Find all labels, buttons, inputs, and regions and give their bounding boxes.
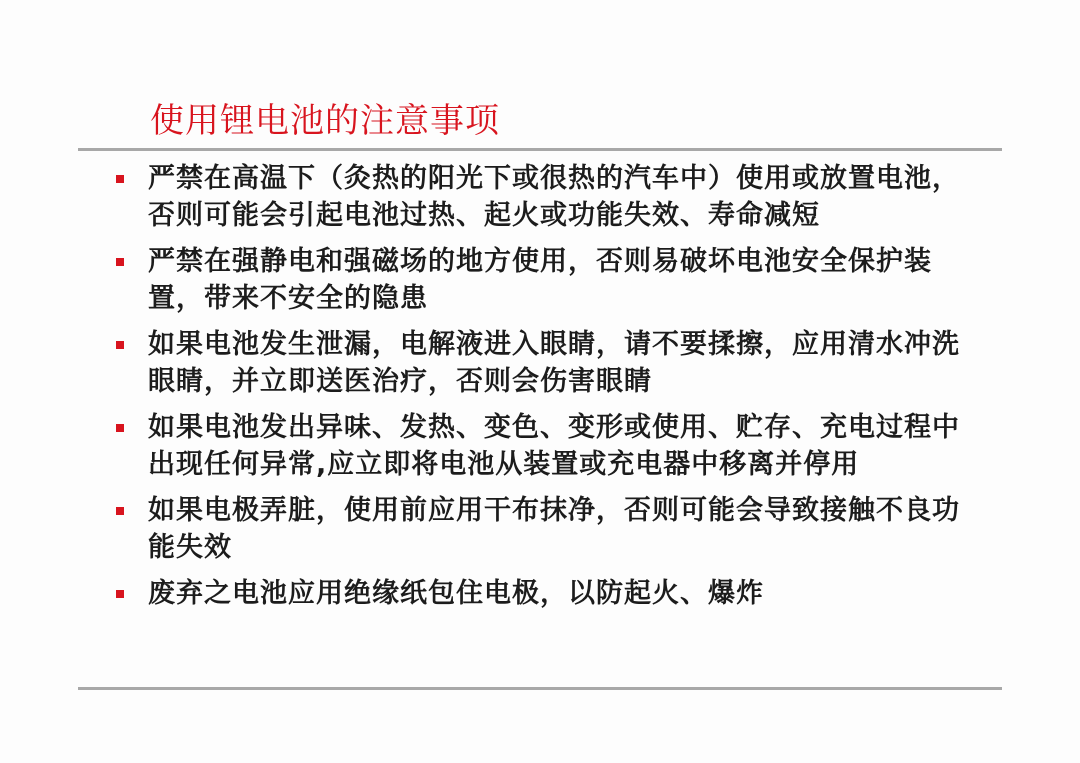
footer-divider xyxy=(78,687,1002,690)
bullet-square-icon xyxy=(116,590,124,598)
bullet-item xyxy=(110,160,970,234)
bullet-text: 如果电极弄脏，使用前应用干布抹净，否则可能会导致接触不良功能失效 xyxy=(148,495,960,563)
bullet-square-icon xyxy=(116,258,124,266)
bullet-item xyxy=(110,575,970,612)
bullet-text: 严禁在高温下（灸热的阳光下或很热的汽车中）使用或放置电池，否则可能会引起电池过热、起火或功能失效、寿命减短 xyxy=(148,163,960,231)
bullet-item xyxy=(110,243,970,317)
bullet-square-icon xyxy=(116,507,124,515)
bullet-square-icon xyxy=(116,424,124,432)
bullet-square-icon xyxy=(116,175,124,183)
slide-title: 使用锂电池的注意事项 xyxy=(150,101,500,141)
bullet-text: 如果电池发生泄漏，电解液进入眼睛，请不要揉擦，应用清水冲洗眼睛，并立即送医治疗，否则会伤害眼睛 xyxy=(148,329,960,397)
bullet-list xyxy=(110,160,970,621)
bullet-text: 如果电池发出异味、发热、变色、变形或使用、贮存、充电过程中出现任何异常,应立即将电池从装置或充电器中移离并停用 xyxy=(148,412,960,480)
bullet-square-icon xyxy=(116,341,124,349)
bullet-text: 严禁在强静电和强磁场的地方使用，否则易破坏电池安全保护装置，带来不安全的隐患 xyxy=(148,246,932,314)
bullet-item xyxy=(110,326,970,400)
bullet-item xyxy=(110,492,970,566)
bullet-text: 废弃之电池应用绝缘纸包住电极，以防起火、爆炸 xyxy=(148,578,764,609)
title-divider xyxy=(78,148,1002,151)
bullet-item xyxy=(110,409,970,483)
